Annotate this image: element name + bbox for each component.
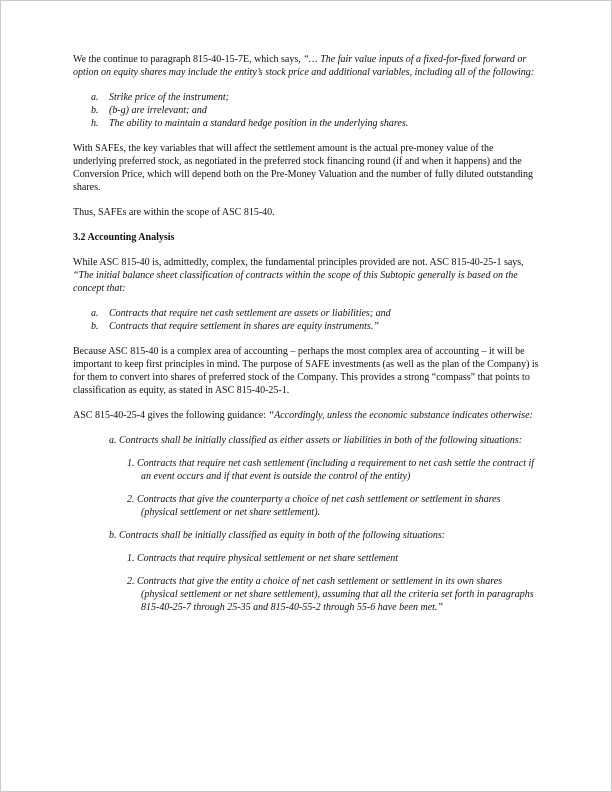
list-item xyxy=(73,307,539,320)
list-item-label: a. xyxy=(91,92,99,103)
paragraph-lead-text: ASC 815-40-25-4 gives the following guidance: xyxy=(73,410,269,421)
paragraph-815-40-25-1 xyxy=(73,256,539,295)
list-item-text: Contracts that require net cash settlement are assets or liabilities; and xyxy=(109,308,391,319)
quote-item-b1: 1. Contracts that require physical settlement or net share settlement xyxy=(127,553,399,564)
section-heading: 3.2 Accounting Analysis xyxy=(73,232,175,243)
list-item xyxy=(73,117,539,130)
paragraph-first-principles: Because ASC 815-40 is a complex area of accounting – perhaps the most complex area of accounting – it will be important to keep first principles in mind. The purpose of SAFE investments (as well as the plan of the Company) is for them to convert into shares of preferred stock of the Company. This provides a strong “compass” that points to classification as equity, as stated in ASC 815-40-25-1. xyxy=(73,346,539,396)
quote-item-a2: 2. Contracts that give the counterparty a choice of net cash settlement or settlement in shares (physical settlement or net share settlement). xyxy=(127,494,501,518)
paragraph-lead-text: We the continue to paragraph 815-40-15-7E, which says, xyxy=(73,54,304,65)
list-item xyxy=(73,104,539,117)
paragraph-815-40-25-4 xyxy=(73,409,539,422)
list-item xyxy=(73,320,539,333)
paragraph-lead-text: While ASC 815-40 is, admittedly, complex, the fundamental principles provided are not. ASC 815-40-25-1 says, xyxy=(73,257,524,268)
list-fixed-for-fixed-inputs xyxy=(73,91,539,130)
list-item-label: h. xyxy=(91,118,99,129)
list-item-text: (b-g) are irrelevant; and xyxy=(109,105,207,116)
quote-item-b: b. Contracts shall be initially classified as equity in both of the following situations: xyxy=(109,530,446,541)
list-item-label: a. xyxy=(91,308,99,319)
quote-item-a: a. Contracts shall be initially classified as either assets or liabilities in both of the following situations: xyxy=(109,435,523,446)
list-item-label: b. xyxy=(91,321,99,332)
paragraph-quoted-text: “… The fair value inputs of a fixed-for-fixed forward or option on equity shares may include the entity’s stock price and additional variables, including all of the following: xyxy=(73,54,535,78)
list-item-label: b. xyxy=(91,105,99,116)
paragraph-quoted-text: “The initial balance sheet classification of contracts within the scope of this Subtopic generally is based on the concept that: xyxy=(73,270,518,294)
paragraph-scope-conclusion: Thus, SAFEs are within the scope of ASC 815-40. xyxy=(73,207,275,218)
quote-item-a1: 1. Contracts that require net cash settlement (including a requirement to net cash settle the contract if an event occurs and if that event is outside the control of the entity) xyxy=(127,458,535,482)
list-item-text: Strike price of the instrument; xyxy=(109,92,229,103)
paragraph-quoted-text: “Accordingly, unless the economic substance indicates otherwise: xyxy=(268,410,533,421)
list-item-text: Contracts that require settlement in shares are equity instruments.” xyxy=(109,321,379,332)
list-item xyxy=(73,91,539,104)
paragraph-815-40-15-7E xyxy=(73,53,539,79)
paragraph-safe-variables: With SAFEs, the key variables that will affect the settlement amount is the actual pre-money value of the underlying preferred stock, as negotiated in the preferred stock financing round (if and when it happens) and the Conversion Price, which will depend both on the Pre-Money Valuation and the number of fully diluted outstanding shares. xyxy=(73,143,534,193)
blockquote-guidance xyxy=(73,434,539,614)
quote-item-b2: 2. Contracts that give the entity a choice of net cash settlement or settlement in its own shares (physical settlement or net share settlement), assuming that all the criteria set forth in paragraphs 815-40-25-7 through 25-35 and 815-40-55-2 through 55-6 have been met.” xyxy=(127,576,534,613)
list-classification-concepts xyxy=(73,307,539,333)
list-item-text: The ability to maintain a standard hedge position in the underlying shares. xyxy=(109,118,409,129)
